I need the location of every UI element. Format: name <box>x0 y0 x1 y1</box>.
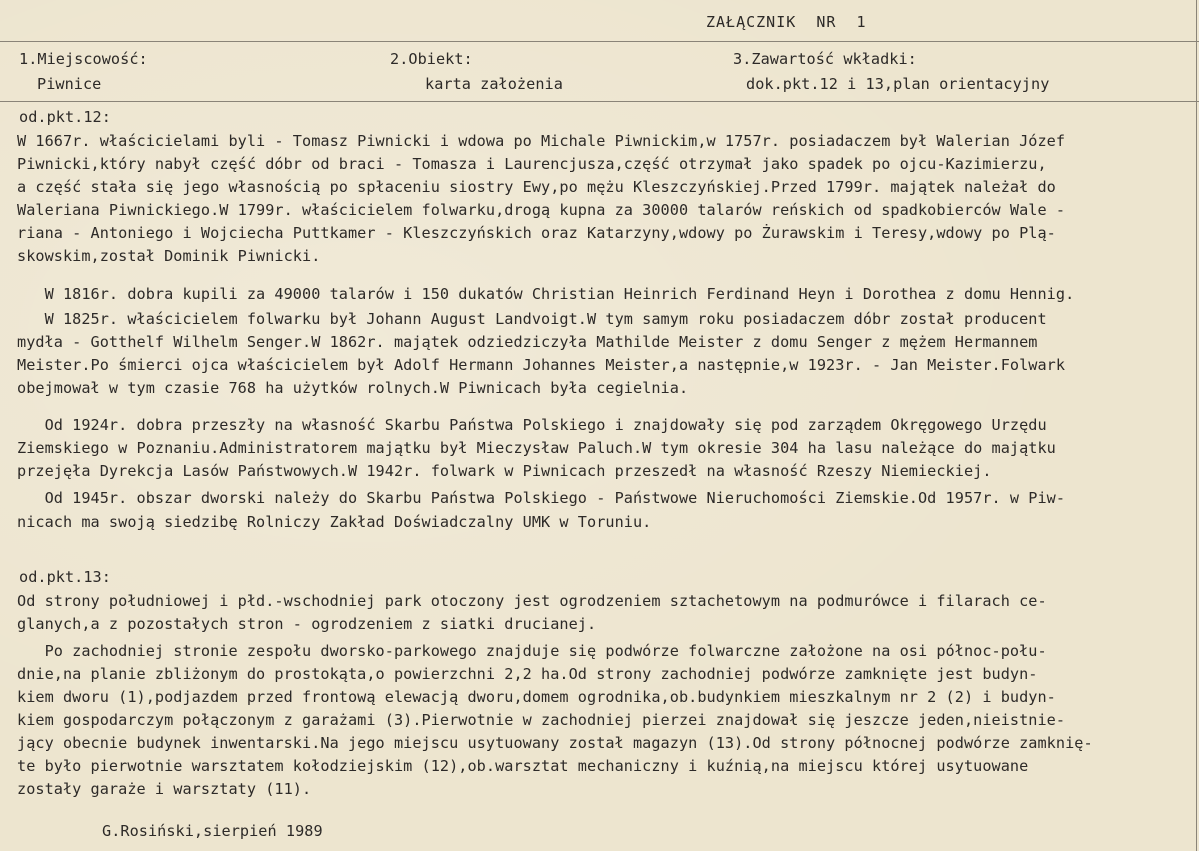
right-rule <box>1196 0 1197 851</box>
text-line: a część stała się jego własnością po spłaceniu siostry Ewy,po mężu Kleszczyńskiej.Przed 1799r. majątek należał do <box>17 178 1056 196</box>
top-rule <box>0 41 1199 42</box>
text-line: W 1825r. właścicielem folwarku był Johann August Landvoigt.W tym samym roku posiadaczem dóbr został producent <box>17 310 1047 328</box>
text-line: glanych,a z pozostałych stron - ogrodzeniem z siatki drucianej. <box>17 615 597 633</box>
text-line: te było pierwotnie warsztatem kołodziejskim (12),ob.warsztat mechaniczny i kuźnią,na miejscu której usytuowane <box>17 757 1029 775</box>
text-line: przejęła Dyrekcja Lasów Państwowych.W 1942r. folwark w Piwnicach przeszedł na własność Rzeszy Niemieckiej. <box>17 462 992 480</box>
text-line: Od 1945r. obszar dworski należy do Skarbu Państwa Polskiego - Państwowe Nieruchomości Ziemskie.Od 1957r. w Piw- <box>17 489 1066 507</box>
text-line: kiem dworu (1),podjazdem przed frontową elewacją dworu,domem ogrodnika,ob.budynkiem mieszkalnym nr 2 (2) i budyn- <box>17 688 1056 706</box>
text-line: Piwnicki,który nabył część dóbr od braci - Tomasza i Laurencjusza,część otrzymał jako spadek po ojcu-Kazimierzu, <box>17 155 1047 173</box>
contents-label: 3.Zawartość wkładki: <box>733 50 917 68</box>
text-line: W 1816r. dobra kupili za 49000 talarów i 150 dukatów Christian Heinrich Ferdinand Heyn i Dorothea z domu Hennig. <box>17 285 1075 303</box>
object-value: karta założenia <box>425 75 563 93</box>
text-line: dnie,na planie zbliżonym do prostokąta,o powierzchni 2,2 ha.Od strony zachodniej podwórze zamknięte jest budyn- <box>17 665 1038 683</box>
section-13-heading: od.pkt.13: <box>19 568 111 586</box>
text-line: Waleriana Piwnickiego.W 1799r. właścicielem folwarku,drogą kupna za 30000 talarów reńskich od spadkobierców Wale - <box>17 201 1066 219</box>
text-line: nicach ma swoją siedzibę Rolniczy Zakład Doświadczalny UMK w Toruniu. <box>17 513 652 531</box>
signature: G.Rosiński,sierpień 1989 <box>102 822 323 840</box>
text-line: Od strony południowej i płd.-wschodniej park otoczony jest ogrodzeniem sztachetowym na podmurówce i filarach ce- <box>17 592 1047 610</box>
text-line: kiem gospodarczym połączonym z garażami (3).Pierwotnie w zachodniej pierzei znajdował się jeszcze jeden,nieistnie- <box>17 711 1066 729</box>
text-line: Ziemskiego w Poznaniu.Administratorem majątku był Mieczysław Paluch.W tym okresie 304 ha lasu należące do majątku <box>17 439 1056 457</box>
attachment-number: ZAŁĄCZNIK NR 1 <box>706 13 867 31</box>
text-line: Po zachodniej stronie zespołu dworsko-parkowego znajduje się podwórze folwarczne założone na osi północ-połu- <box>17 642 1047 660</box>
text-line: Meister.Po śmierci ojca właścicielem był Adolf Hermann Johannes Meister,a następnie,w 1923r. - Jan Meister.Folwark <box>17 356 1066 374</box>
text-line: mydła - Gotthelf Wilhelm Senger.W 1862r. majątek odziedziczyła Mathilde Meister z domu Senger z mężem Hermannem <box>17 333 1038 351</box>
header-rule <box>0 101 1199 102</box>
text-line: Od 1924r. dobra przeszły na własność Skarbu Państwa Polskiego i znajdowały się pod zarządem Okręgowego Urzędu <box>17 416 1047 434</box>
text-line: skowskim,został Dominik Piwnicki. <box>17 247 321 265</box>
contents-value: dok.pkt.12 i 13,plan orientacyjny <box>746 75 1050 93</box>
section-12-heading: od.pkt.12: <box>19 108 111 126</box>
text-line: W 1667r. właścicielami byli - Tomasz Piwnicki i wdowa po Michale Piwnickim,w 1757r. posiadaczem był Walerian Józef <box>17 132 1066 150</box>
place-label: 1.Miejscowość: <box>19 50 148 68</box>
text-line: obejmował w tym czasie 768 ha użytków rolnych.W Piwnicach była cegielnia. <box>17 379 689 397</box>
place-value: Piwnice <box>37 75 102 93</box>
text-line: zostały garaże i warsztaty (11). <box>17 780 312 798</box>
text-line: riana - Antoniego i Wojciecha Puttkamer - Kleszczyńskich oraz Katarzyny,wdowy po Żurawskim i Teresy,wdowy po Plą- <box>17 224 1056 242</box>
text-line: jący obecnie budynek inwentarski.Na jego miejscu usytuowany został magazyn (13).Od strony północnej podwórze zamknię- <box>17 734 1093 752</box>
object-label: 2.Obiekt: <box>390 50 473 68</box>
